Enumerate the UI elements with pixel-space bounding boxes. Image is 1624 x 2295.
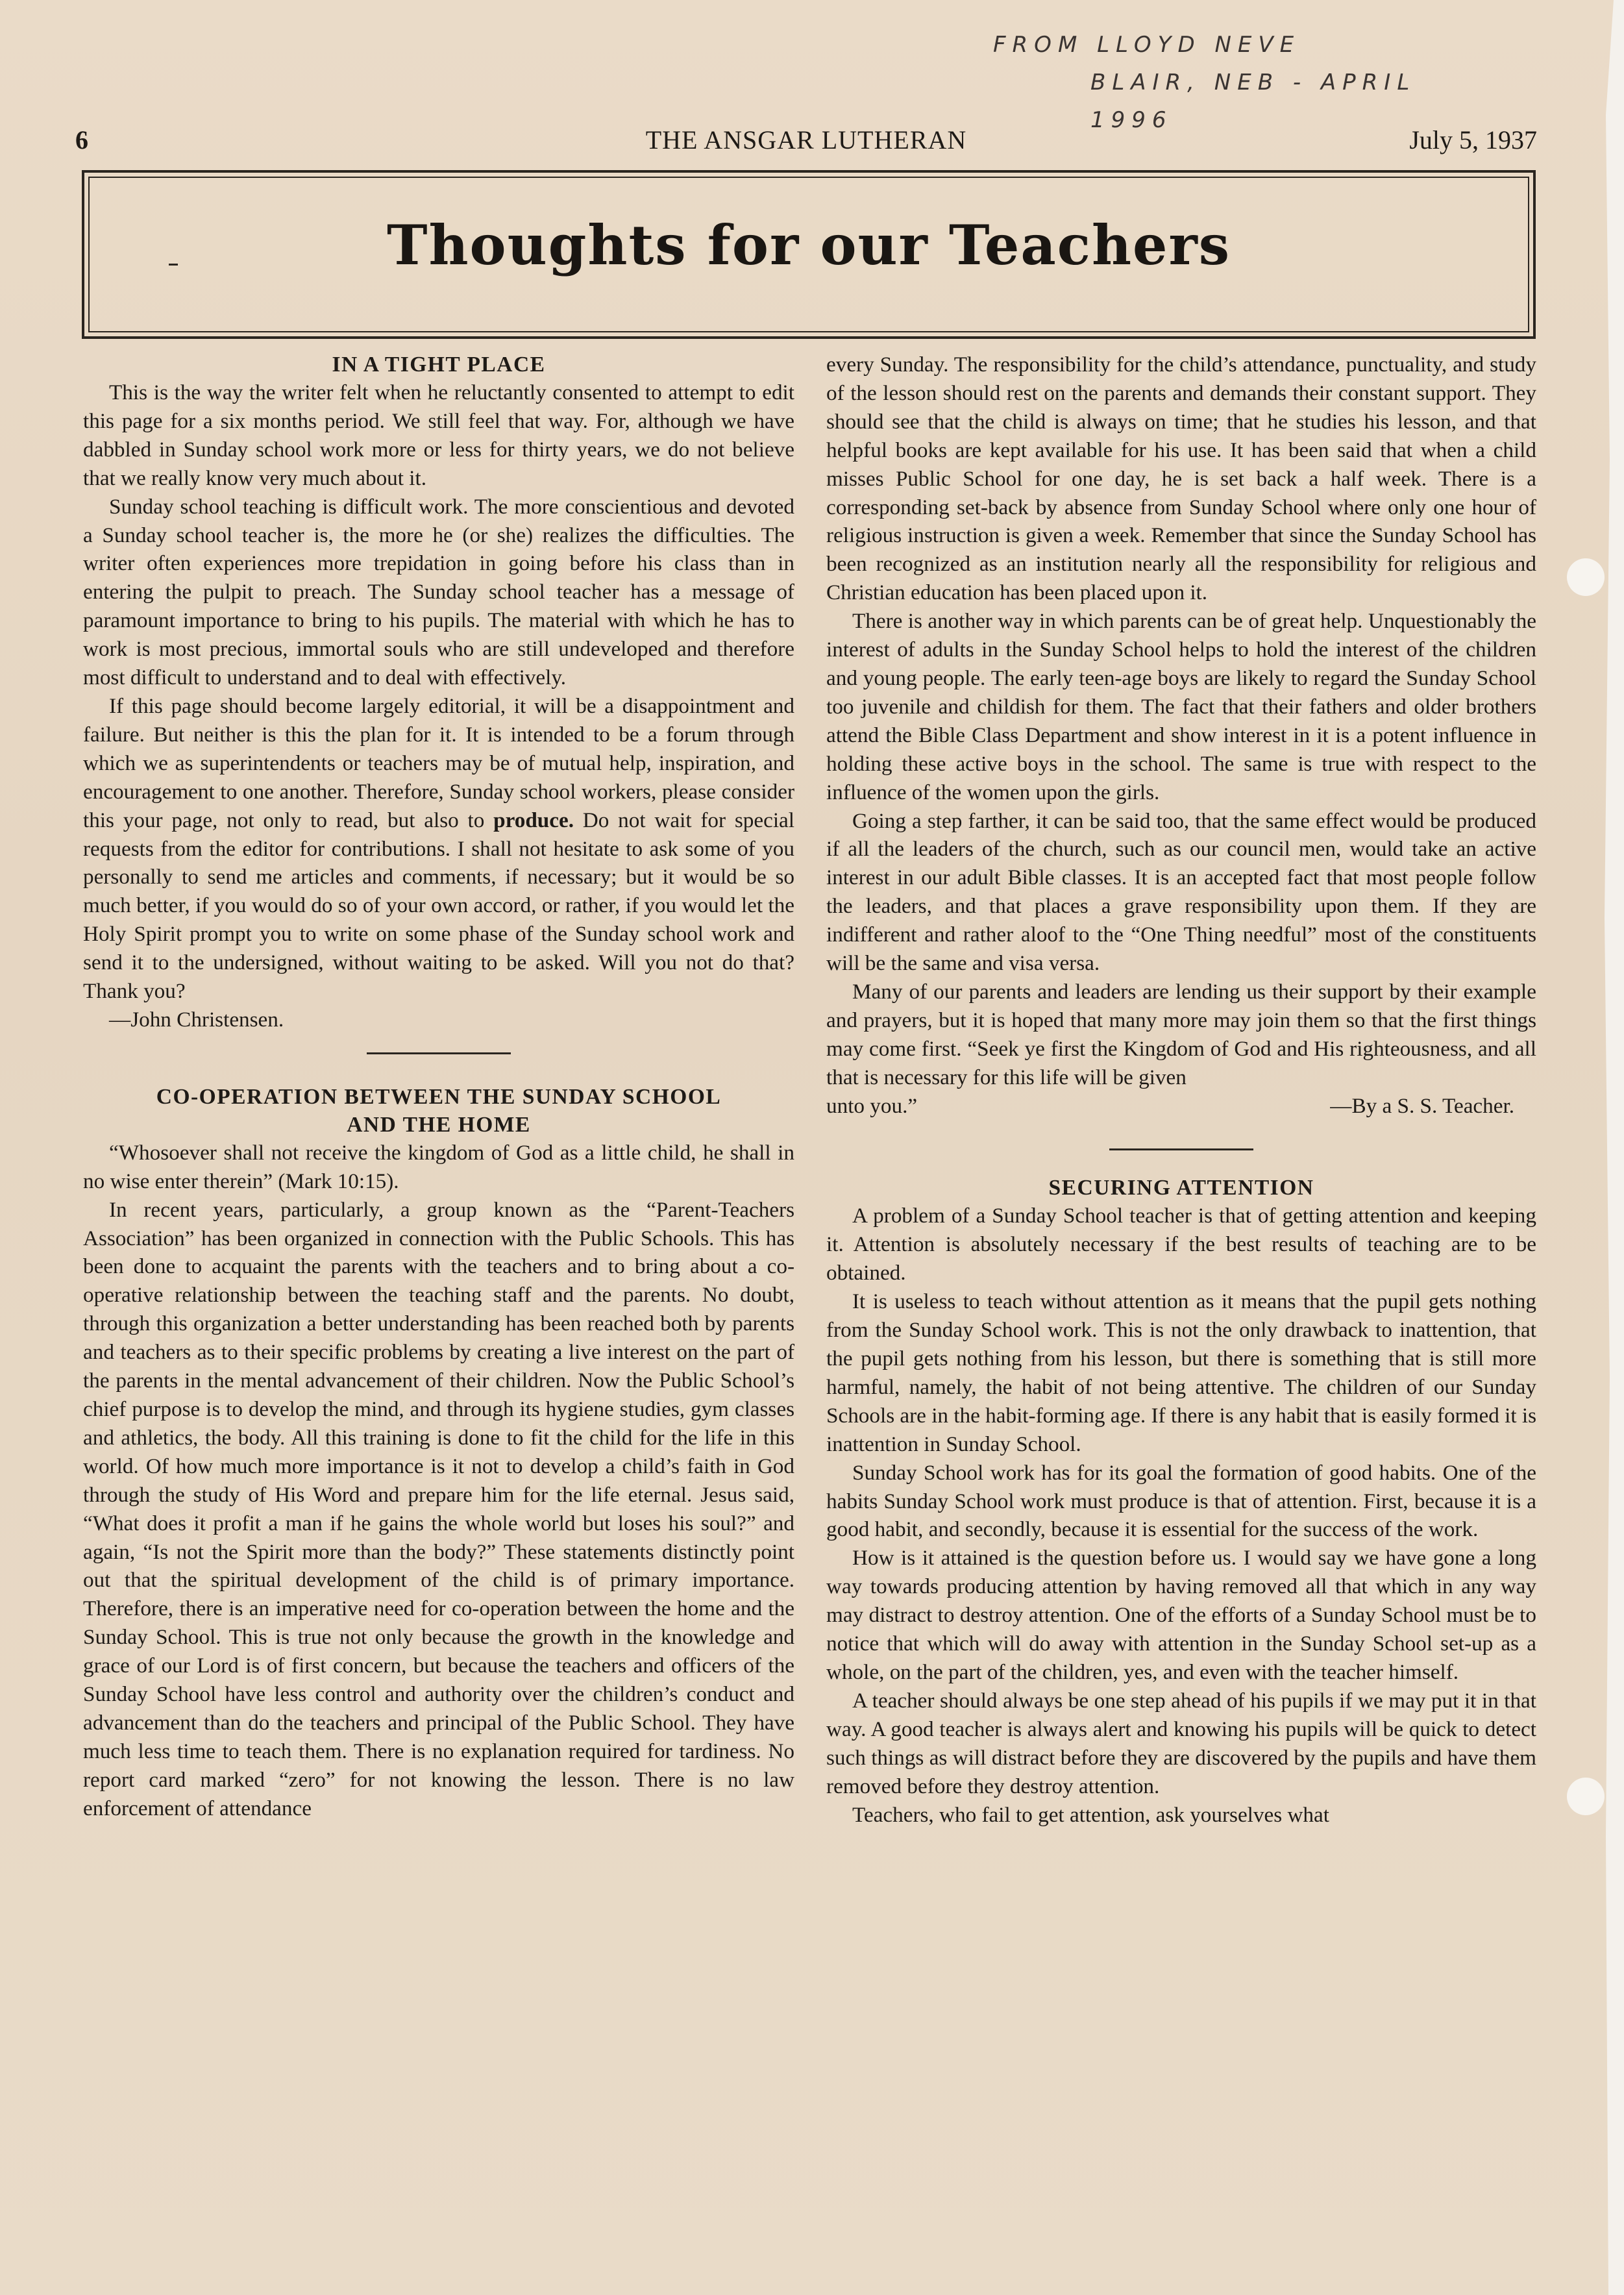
paragraph: A teacher should always be one step ahead of his pupils if we may put it in that way. A good teacher is always alert and knowing his pupils will be quick to detect such things as will distract before they are discovered by the pupils and have them removed before they destroy attention. bbox=[826, 1688, 1536, 1798]
paragraph: This is the way the writer felt when he reluctantly consented to attempt to edit this page for a six months period. We still feel that way. For, although we have dabbled in Sunday school work more or less for thirty years, we do not believe that we really know very much about it. bbox=[83, 380, 794, 490]
paragraph-text: Do not wait for special requests from the editor for contributions. I shall not hesitate to ask some of you personally to send me articles and comments, if necessary; but it would be so much better, if you would do so of your own accord, or rather, if you would let the Holy Spirit prompt you to write on some phase of the Sunday school work and send it to the undersigned, without waiting to be asked. Will you not do that? Thank you? bbox=[83, 808, 794, 1004]
paragraph: In recent years, particularly, a group known as the “Parent-Teachers Association” has been organized in connection with the Public Schools. This has been done to acquaint the parents with the teachers and to bring about a co-operative relationship between the teaching staff and the parents. No doubt, through this organization a better understanding has been reached both by parents and teachers as to their specific problems by creating a live interest on the part of the parents in the mental advancement of their children. Now the Public School’s chief purpose is to develop the mind, and through its hygiene studies, gym classes and athletics, the body. All this training is done to fit the child for the life in this world. Of how much more importance is it not to develop a child’s faith in God through the study of His Word and prepare him for the life eternal. Jesus said, “What does it profit a man if he gains the whole world but loses his soul?” and again, “Is not the Spirit more than the body?” These statements distinctly point out that the spiritual development of the child is of primary importance. Therefore, there is an imperative need for co-operation between the home and the Sunday School. This is true not only because the growth in the knowledge and grace of our Lord is of first concern, but because the teachers and officers of the Sunday School have less control and authority over the children’s conduct and advancement than do the teachers and principal of the Public School. They have much less time to teach them. There is no explanation required for tardiness. No report card marked “zero” for not knowing the lesson. There is no law enforcement of attendance bbox=[83, 1197, 794, 1820]
handwritten-line-1: FROM LLOYD NEVE bbox=[993, 32, 1301, 58]
punch-hole bbox=[1567, 1778, 1605, 1815]
section-title: Thoughts for our Teachers bbox=[386, 213, 1231, 277]
paragraph: A problem of a Sunday School teacher is that of getting attention and keeping it. Attention is absolutely necessary if the best results of teaching are to be obtained. bbox=[826, 1204, 1536, 1285]
punch-hole bbox=[1567, 558, 1605, 596]
page-number: 6 bbox=[75, 125, 88, 155]
section-banner bbox=[82, 170, 1536, 339]
left-column bbox=[83, 351, 794, 1823]
paragraph: “Whosoever shall not receive the kingdom of God as a little child, he shall in no wise enter therein” (Mark 10:15). bbox=[83, 1140, 794, 1193]
article-heading-line-1: CO-OPERATION BETWEEN THE SUNDAY SCHOOL bbox=[156, 1084, 722, 1109]
paragraph: Sunday School work has for its goal the formation of good habits. One of the habits Sunday School work must produce is that of attention. First, because it is a good habit, and secondly, because it is essential for the success of the work. bbox=[826, 1460, 1536, 1542]
author-signature: —By a S. S. Teacher. bbox=[1330, 1093, 1514, 1118]
paragraph-text: If this page should become largely editorial, it will be a disappointment and failure. But neither is this the plan for it. It is intended to be a forum through which we as superintendents or teachers may be of mutual help, inspiration, and encouragement to one another. Therefore, Sunday school workers, please consider this your page, not only to read, but also to bbox=[83, 693, 794, 832]
closing-line bbox=[826, 1092, 1536, 1121]
continued-paragraph: every Sunday. The responsibility for the child’s attendance, punctuality, and study of the lesson should rest on the parents and demands their constant support. They should see that the child is always on time; that he studies his lesson, and that helpful books are kept available for his use. It has been said that when a child misses Public School for one day, he is set back a half week. There is a corresponding set-back by absence from Sunday School where only one hour of religious instruction is given a week. Remember that since the Sunday School has been recognized as an institution nearly all the responsibility for religious and Christian education has been placed upon it. bbox=[826, 353, 1536, 605]
article-heading-line-2: AND THE HOME bbox=[347, 1112, 531, 1137]
torn-edge bbox=[1598, 0, 1624, 2295]
paragraph: Many of our parents and leaders are lending us their support by their example and prayers, but it is hoped that many more may join them so that the first things may come first. “Seek ye first the Kingdom of God and His righteousness, and all that is necessary for this life will be given bbox=[826, 979, 1536, 1089]
section-divider bbox=[367, 1052, 511, 1054]
paragraph: There is another way in which parents can be of great help. Unquestionably the interest of adults in the Sunday School helps to hold the interest of the children and young people. The early teen-age boys are likely to regard the Sunday School too juvenile and childish for them. The fact that their fathers and older brothers attend the Bible Class Department and show interest in it is a potent influence in holding these active boys in the school. The same is true with respect to the influence of the women upon the girls. bbox=[826, 609, 1536, 804]
paragraph bbox=[83, 692, 794, 1006]
issue-date: July 5, 1937 bbox=[1409, 125, 1537, 155]
handwritten-note bbox=[993, 26, 1460, 139]
running-header bbox=[75, 125, 1537, 164]
section-divider bbox=[1109, 1148, 1253, 1150]
author-signature: —John Christensen. bbox=[109, 1007, 284, 1032]
closing-text: unto you.” bbox=[826, 1093, 918, 1118]
paragraph: Going a step farther, it can be said too, that the same effect would be produced if all the leaders of the church, such as our council men, would take an active interest in our adult Bible classes. It is an accepted fact that most people follow the leaders, and that places a grave responsibility upon them. If they are indifferent and rather aloof to the “One Thing needful” most of the constituents will be the same and visa versa. bbox=[826, 808, 1536, 976]
publication-name: THE ANSGAR LUTHERAN bbox=[645, 125, 967, 155]
article-heading: SECURING ATTENTION bbox=[1048, 1176, 1314, 1200]
paragraph: How is it attained is the question before us. I would say we have gone a long way towards producing attention by having removed all that which in any way may distract to destroy attention. One of the efforts of a Sunday School must be to notice that which will do away with attention in the Sunday School set-up as a whole, on the part of the children, yes, and even with the teacher himself. bbox=[826, 1546, 1536, 1684]
emphasized-word: produce. bbox=[493, 808, 574, 832]
paragraph: It is useless to teach without attention as it means that the pupil gets nothing from the Sunday School work. This is not the only drawback to inattention, that the pupil gets nothing from his lesson, but there is something that is still more harmful, namely, the habit of not being attentive. The children of our Sunday Schools are in the habit-forming age. If there is any habit that is easily formed it is inattention in Sunday School. bbox=[826, 1289, 1536, 1456]
paragraph: Teachers, who fail to get attention, ask yourselves what bbox=[852, 1802, 1329, 1827]
handwritten-line-2: BLAIR, NEB - APRIL 1996 bbox=[1090, 69, 1416, 133]
paragraph: Sunday school teaching is difficult work. The more conscientious and devoted a Sunday school teacher is, the more he (or she) realizes the difficulties. The writer often experiences more trepidation in going before his class than in entering the pulpit to preach. The Sunday school teacher has a message of paramount importance to bring to his pupils. The material with which he has to work is most precious, immortal souls who are still undeveloped and therefore most difficult to understand and to deal with effectively. bbox=[83, 494, 794, 690]
article-heading: IN A TIGHT PLACE bbox=[332, 353, 546, 377]
right-column bbox=[826, 351, 1536, 1829]
